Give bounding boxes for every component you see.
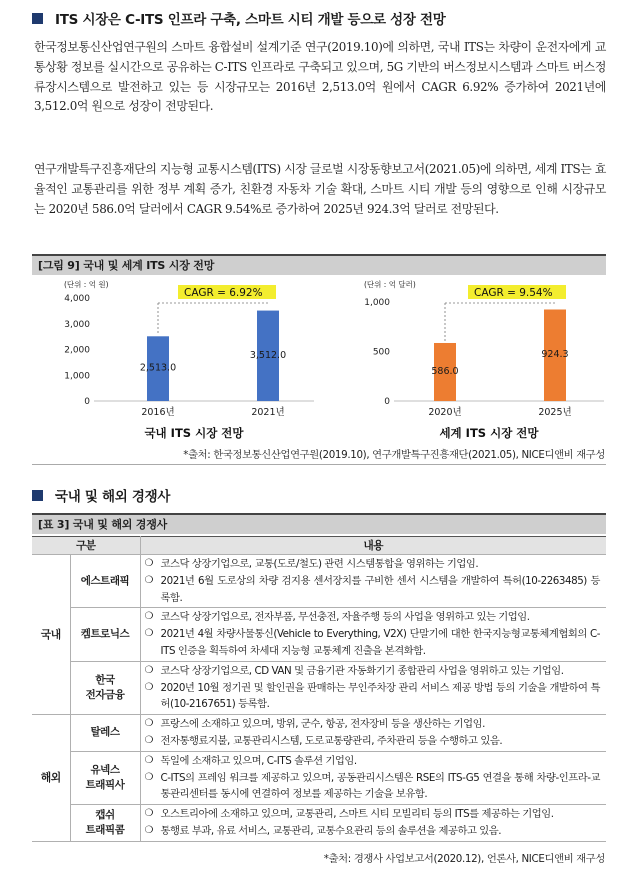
circle-bullet-icon: ❍	[144, 664, 154, 676]
content-cell	[140, 751, 606, 804]
competitors-table	[32, 536, 606, 842]
content-bullet	[145, 573, 600, 607]
table-row	[32, 608, 606, 661]
header-category: 구분	[32, 537, 140, 555]
cagr-annotation: CAGR = 9.54%	[474, 287, 553, 299]
circle-bullet-icon: ❍	[144, 808, 154, 820]
content-bullet	[145, 770, 600, 804]
section-title-text: 국내 및 해외 경쟁사	[53, 485, 172, 505]
chart-title: 국내 ITS 시장 전망	[144, 426, 244, 440]
bullet-text: 독일에 소재하고 있으며, C-ITS 솔루션 기업임.	[160, 754, 357, 767]
bar-value-label: 2,513.0	[139, 362, 177, 374]
table-header-row	[32, 537, 606, 555]
y-tick-label: 0	[84, 397, 90, 407]
circle-bullet-icon: ❍	[144, 558, 154, 569]
content-cell	[140, 715, 606, 752]
content-cell	[140, 608, 606, 661]
content-cell	[140, 661, 606, 714]
content-bullet	[145, 733, 600, 750]
x-tick-label: 2020년	[428, 407, 462, 418]
bullet-text: 오스트리아에 소재하고 있으며, 교통관리, 스마트 시티 모빌리티 등의 ITS를 제공하는 기업임.	[160, 808, 554, 821]
bullet-text: 코스닥 상장기업으로, CD VAN 및 금융기관 자동화기기 종합관리 사업을 영위하고 있는 기업임.	[160, 664, 564, 677]
header-content: 내용	[140, 537, 606, 555]
company-name-line: 트래픽사	[85, 778, 125, 791]
company-cell	[70, 608, 140, 661]
company-name-line: 전자금융	[85, 688, 125, 701]
unit-label: (단위 : 억 원)	[64, 280, 109, 289]
company-name-line: 유넥스	[90, 763, 120, 776]
bullet-text: 2021년 4월 차량사물통신(Vehicle to Everything, V2X) 단말기에 대한 한국지능형교통체계협회의 C-ITS 인증을 획득하여 차세대 지능형 교통체계 진출을 본격화함.	[160, 628, 600, 657]
y-tick-label: 1,000	[364, 298, 390, 308]
circle-bullet-icon: ❍	[144, 771, 154, 783]
y-tick-label: 500	[372, 347, 390, 358]
circle-bullet-icon: ❍	[144, 734, 154, 746]
bullet-text: C-ITS의 프레임 워크를 제공하고 있으며, 공동관리시스템은 RSE의 ITS-G5 연결을 통해 차량-인프라-교통관리센터를 동시에 연결하여 정보를 제공하는 기술을 보유함.	[160, 771, 600, 801]
company-cell	[70, 555, 140, 608]
company-name-line: 탈레스	[90, 726, 120, 739]
company-cell	[70, 751, 140, 804]
circle-bullet-icon: ❍	[144, 718, 154, 730]
content-bullet	[145, 556, 600, 573]
unit-label: (단위 : 억 달러)	[364, 280, 416, 289]
figure-divider	[32, 464, 606, 465]
company-cell	[70, 661, 140, 714]
content-bullet	[145, 753, 600, 770]
section-title-its-market	[32, 8, 447, 28]
x-tick-label: 2025년	[538, 407, 572, 418]
bullet-text: 2021년 6월 도로상의 차량 검지용 센서장치를 구비한 센서 시스템을 개발하여 특허(10-2263485) 등록함.	[160, 574, 600, 604]
circle-bullet-icon: ❍	[144, 611, 154, 623]
section-title-text: ITS 시장은 C-ITS 인프라 구축, 스마트 시티 개발 등으로 성장 전망	[53, 8, 447, 28]
bar-value-label: 924.3	[541, 349, 569, 361]
content-bullet	[145, 806, 600, 823]
table-caption: [표 3] 국내 및 해외 경쟁사	[32, 513, 606, 534]
circle-bullet-icon: ❍	[144, 681, 154, 693]
x-tick-label: 2021년	[251, 407, 285, 418]
company-name-line: 캡쉬	[95, 808, 115, 821]
company-cell	[70, 715, 140, 752]
paragraph-domestic-its: 한국정보통신산업연구원의 스마트 융합설비 설계기준 연구(2019.10)에 의하면, 국내 ITS는 차량이 운전자에게 교통상황 정보를 실시간으로 공유하는 C-ITS 인프라로 구축되고 있으며, 5G 기반의 버스정보시스템과 스마트 버스정류장시스템으로 발전하고 있는 등 시장규모는 2016년 2,513.0억 원에서 CAGR 6.92% 증가하여 2021년에 3,512.0억 원으로 성장이 전망된다.	[34, 40, 606, 114]
content-cell	[140, 555, 606, 608]
its-market-charts	[32, 275, 606, 445]
bullet-text: 전자통행료지불, 교통관리시스템, 도로교통량관리, 주차관리 등을 수행하고 있음.	[160, 734, 503, 747]
company-name-line: 켐트로닉스	[80, 628, 130, 641]
table-row	[32, 661, 606, 714]
circle-bullet-icon: ❍	[144, 574, 154, 586]
region-cell: 해외	[32, 715, 70, 842]
table-source-note: *출처: 경쟁사 사업보고서(2020.12), 언론사, NICE디앤비 재구성	[323, 853, 605, 865]
square-bullet-icon	[32, 13, 43, 24]
table-row	[32, 715, 606, 752]
bullet-text: 코스닥 상장기업으로, 전자부품, 무선충전, 자율주행 등의 사업을 영위하고 있는 기업임.	[160, 611, 530, 624]
company-name-line: 한국	[95, 673, 115, 686]
table-body	[32, 555, 606, 842]
bullet-text: 통행료 부과, 유료 서비스, 교통관리, 교통수요관리 등의 솔루션을 제공하고 있음.	[160, 824, 502, 837]
content-bullet	[145, 609, 600, 626]
figure-caption: [그림 9] 국내 및 세계 ITS 시장 전망	[32, 254, 606, 275]
y-tick-label: 2,000	[64, 345, 90, 356]
x-tick-label: 2016년	[141, 407, 175, 418]
content-bullet	[145, 716, 600, 733]
cagr-annotation: CAGR = 6.92%	[184, 287, 263, 299]
bar-value-label: 586.0	[431, 365, 459, 377]
bullet-text: 프랑스에 소재하고 있으며, 방위, 군수, 항공, 전자장비 등을 생산하는 기업임.	[160, 718, 485, 731]
table-row	[32, 751, 606, 804]
figure-source-note: *출처: 한국정보통신산업연구원(2019.10), 연구개발특구진흥재단(2021.05), NICE디앤비 재구성	[183, 449, 605, 461]
content-bullet	[145, 626, 600, 660]
region-cell: 국내	[32, 555, 70, 715]
charts-svg	[32, 275, 606, 445]
bullet-text: 코스닥 상장기업으로, 교통(도로/철도) 관련 시스템통합을 영위하는 기업임.	[160, 558, 479, 570]
chart-title: 세계 ITS 시장 전망	[439, 426, 539, 440]
company-name-line: 트래픽콤	[85, 823, 125, 836]
company-cell	[70, 805, 140, 842]
y-tick-label: 1,000	[64, 371, 90, 382]
table-row	[32, 555, 606, 608]
circle-bullet-icon: ❍	[144, 754, 154, 766]
content-cell	[140, 805, 606, 842]
y-tick-label: 0	[384, 397, 390, 407]
y-tick-label: 4,000	[64, 294, 90, 304]
y-tick-label: 3,000	[64, 319, 90, 330]
bar-value-label: 3,512.0	[249, 349, 287, 361]
circle-bullet-icon: ❍	[144, 824, 154, 836]
bullet-text: 2020년 10월 정기권 및 할인권을 판매하는 무인주차장 관리 서비스 제공 방법 등의 기술을 개발하여 특허(10-2167651) 등록함.	[160, 681, 600, 711]
square-bullet-icon	[32, 490, 43, 501]
table-row	[32, 805, 606, 842]
section-title-competitors	[32, 485, 172, 505]
content-bullet	[145, 663, 600, 680]
company-name-line: 에스트래픽	[80, 574, 130, 587]
paragraph-global-its: 연구개발특구진흥재단의 지능형 교통시스템(ITS) 시장 글로벌 시장동향보고서(2021.05)에 의하면, 세계 ITS는 효율적인 교통관리를 위한 정부 계획 증가, 친환경 자동차 기술 확대, 스마트 시티 개발 등의 영향으로 인해 시장규모는 2020년 586.0억 달러에서 CAGR 9.54%로 증가하여 2025년 924.3억 달러로 전망된다.	[34, 162, 606, 216]
content-bullet	[145, 823, 600, 840]
circle-bullet-icon: ❍	[144, 628, 154, 640]
content-bullet	[145, 680, 600, 714]
